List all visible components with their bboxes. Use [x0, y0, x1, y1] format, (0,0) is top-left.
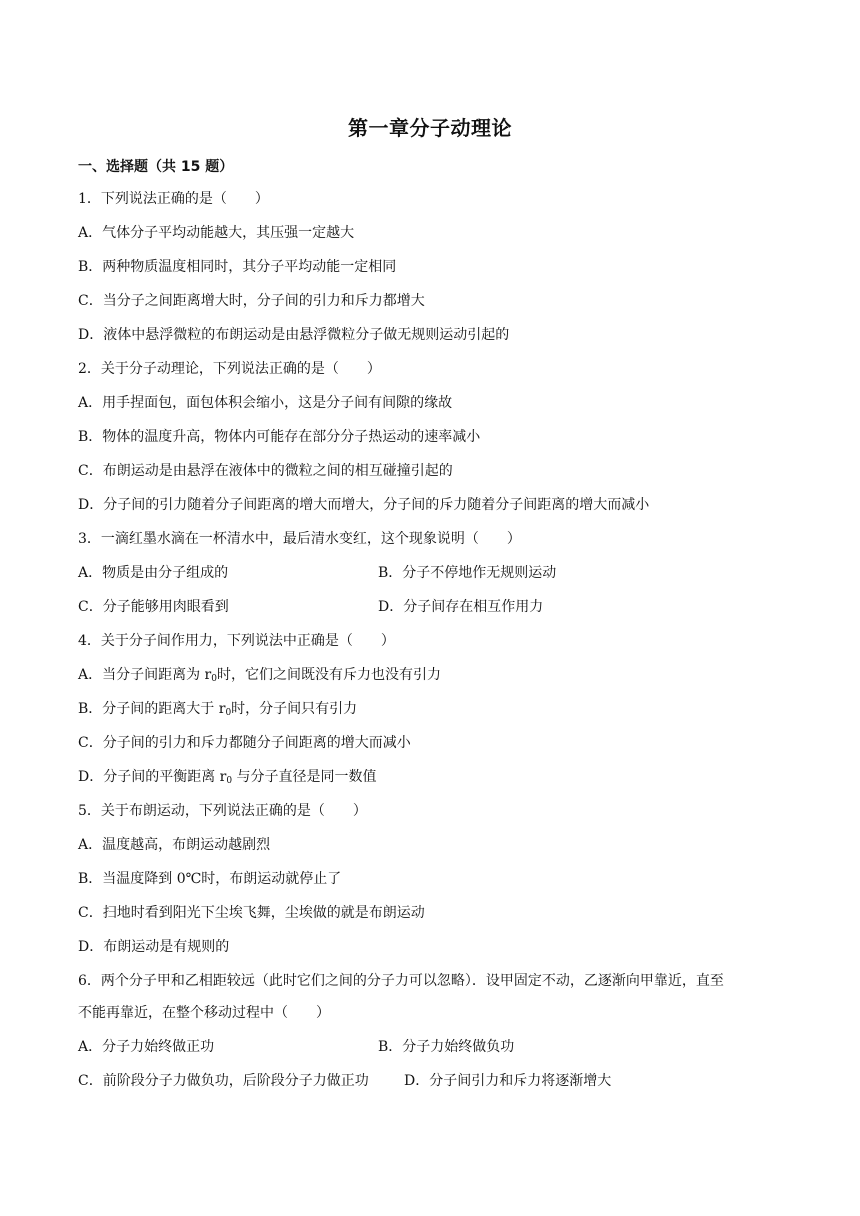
- question-1-option-b: B．两种物质温度相同时，其分子平均动能一定相同: [78, 259, 397, 275]
- subscript-zero: 0: [225, 708, 232, 718]
- question-6-option-c: C．前阶段分子力做负功，后阶段分子力做正功: [78, 1073, 369, 1089]
- question-3-option-a: A．物质是由分子组成的: [78, 565, 229, 581]
- question-1-stem: 1．下列说法正确的是（ ）: [78, 191, 269, 207]
- question-6-option-d: D．分子间引力和斥力将逐渐增大: [404, 1073, 612, 1089]
- question-5-option-d: D．布朗运动是有规则的: [78, 939, 230, 955]
- question-3-option-b: B．分子不停地作无规则运动: [378, 565, 557, 581]
- question-6-option-a: A．分子力始终做正功: [78, 1039, 215, 1055]
- question-4-option-a: [78, 664, 441, 686]
- question-2-stem: 2．关于分子动理论，下列说法正确的是（ ）: [78, 361, 381, 377]
- question-6-stem-line-2: 不能再靠近，在整个移动过程中（ ）: [78, 1005, 330, 1021]
- question-1-option-a: A．气体分子平均动能越大，其压强一定越大: [78, 225, 355, 241]
- question-2-option-c: C．布朗运动是由悬浮在液体中的微粒之间的相互碰撞引起的: [78, 463, 453, 479]
- question-4-option-d: [78, 766, 377, 788]
- question-4-option-a-text: A．当分子间距离为 r: [78, 667, 212, 683]
- question-6-stem-line-1: 6．两个分子甲和乙相距较远（此时它们之间的分子力可以忽略）．设甲固定不动，乙逐渐向甲靠近，直至: [78, 973, 724, 989]
- section-heading: 一、选择题（共 15 题）: [78, 159, 234, 175]
- question-4-option-a-text-end: 时，它们之间既没有斥力也没有引力: [217, 667, 441, 683]
- question-2-option-b: B．物体的温度升高，物体内可能存在部分分子热运动的速率减小: [78, 429, 481, 445]
- question-2-option-d: D．分子间的引力随着分子间距离的增大而增大，分子间的斥力随着分子间距离的增大而减小: [78, 497, 650, 513]
- question-4-option-d-text: D．分子间的平衡距离 r: [78, 769, 227, 785]
- question-5-option-b: B．当温度降到 0℃时，布朗运动就停止了: [78, 871, 342, 887]
- question-1-option-c: C．当分子之间距离增大时，分子间的引力和斥力都增大: [78, 293, 425, 309]
- question-6-option-b: B．分子力始终做负功: [378, 1039, 515, 1055]
- question-3-option-d: D．分子间存在相互作用力: [378, 599, 544, 615]
- question-4-option-b-text: B．分子间的距离大于 r: [78, 701, 226, 717]
- question-5-option-c: C．扫地时看到阳光下尘埃飞舞，尘埃做的就是布朗运动: [78, 905, 425, 921]
- question-3-option-c: C．分子能够用肉眼看到: [78, 599, 229, 615]
- question-4-option-b-text-end: 时，分子间只有引力: [231, 701, 358, 717]
- question-5-option-a: A．温度越高，布朗运动越剧烈: [78, 837, 271, 853]
- question-4-stem: 4．关于分子间作用力，下列说法中正确是（ ）: [78, 633, 395, 649]
- page-title: 第一章分子动理论: [348, 116, 512, 140]
- subscript-zero: 0: [226, 776, 233, 786]
- question-1-option-d: D．液体中悬浮微粒的布朗运动是由悬浮微粒分子做无规则运动引起的: [78, 327, 510, 343]
- question-4-option-c: C．分子间的引力和斥力都随分子间距离的增大而减小: [78, 735, 411, 751]
- question-5-stem: 5．关于布朗运动，下列说法正确的是（ ）: [78, 803, 367, 819]
- question-4-option-b: [78, 698, 357, 720]
- question-2-option-a: A．用手捏面包，面包体积会缩小，这是分子间有间隙的缘故: [78, 395, 453, 411]
- question-4-option-d-text-end: 与分子直径是同一数值: [232, 769, 377, 785]
- subscript-zero: 0: [211, 674, 217, 684]
- question-3-stem: 3．一滴红墨水滴在一杯清水中，最后清水变红，这个现象说明（ ）: [78, 531, 521, 547]
